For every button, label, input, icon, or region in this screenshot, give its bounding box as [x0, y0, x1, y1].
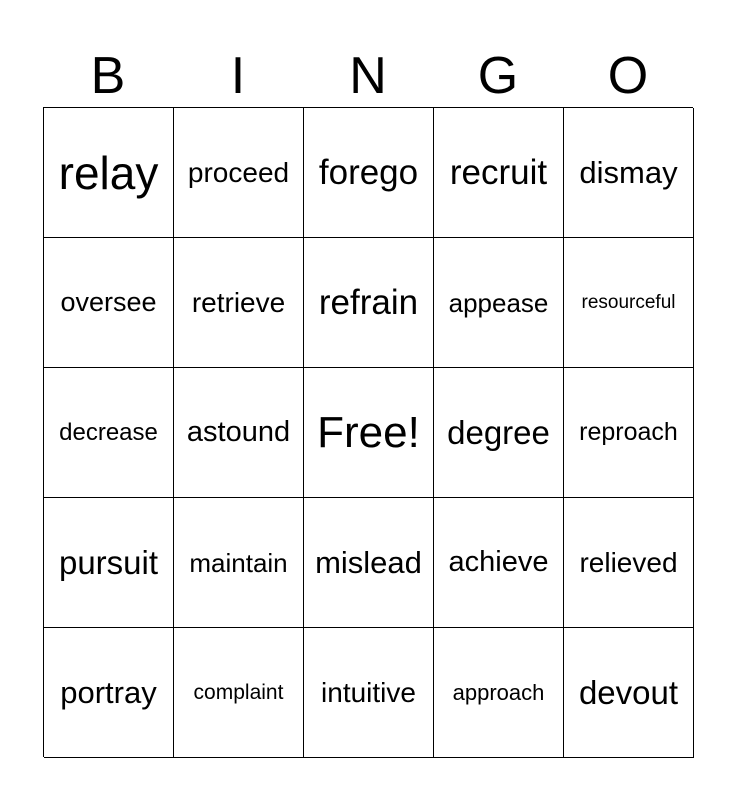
bingo-header	[43, 44, 693, 108]
bingo-cell[interactable]: approach	[434, 628, 564, 758]
bingo-cell[interactable]: mislead	[304, 498, 434, 628]
header-letter-i: I	[230, 47, 246, 105]
header-letter-g: G	[477, 47, 519, 105]
free-space[interactable]: Free!	[304, 368, 434, 498]
bingo-board	[43, 107, 693, 757]
bingo-cell[interactable]: pursuit	[44, 498, 174, 628]
bingo-cell[interactable]: dismay	[564, 108, 694, 238]
bingo-cell[interactable]: achieve	[434, 498, 564, 628]
bingo-cell[interactable]: maintain	[174, 498, 304, 628]
bingo-cell[interactable]: degree	[434, 368, 564, 498]
bingo-cell[interactable]: decrease	[44, 368, 174, 498]
bingo-cell[interactable]: resourceful	[564, 238, 694, 368]
bingo-cell[interactable]: proceed	[174, 108, 304, 238]
header-letter-n: N	[349, 47, 387, 105]
bingo-cell[interactable]: refrain	[304, 238, 434, 368]
bingo-cell[interactable]: retrieve	[174, 238, 304, 368]
bingo-cell[interactable]: devout	[564, 628, 694, 758]
bingo-cell[interactable]: relieved	[564, 498, 694, 628]
bingo-cell[interactable]: relay	[44, 108, 174, 238]
bingo-cell[interactable]: astound	[174, 368, 304, 498]
bingo-cell[interactable]: portray	[44, 628, 174, 758]
bingo-cell[interactable]: complaint	[174, 628, 304, 758]
bingo-cell[interactable]: recruit	[434, 108, 564, 238]
header-letter-o: O	[607, 47, 649, 105]
bingo-cell[interactable]: oversee	[44, 238, 174, 368]
header-letter-b: B	[90, 47, 126, 105]
bingo-cell[interactable]: forego	[304, 108, 434, 238]
bingo-cell[interactable]: intuitive	[304, 628, 434, 758]
bingo-cell[interactable]: reproach	[564, 368, 694, 498]
bingo-cell[interactable]: appease	[434, 238, 564, 368]
